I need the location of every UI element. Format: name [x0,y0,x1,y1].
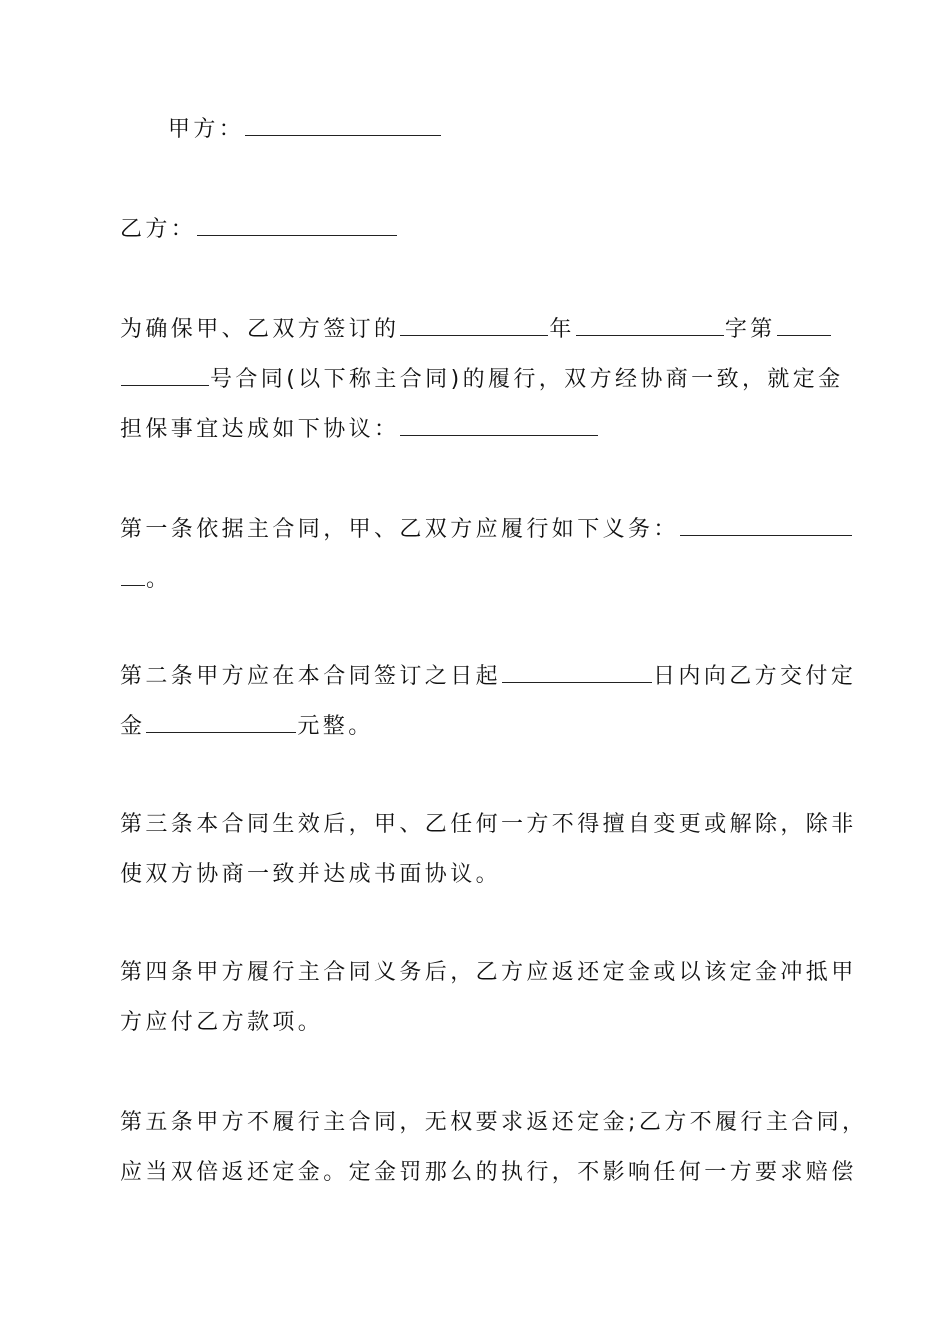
intro-text-2: 年 [549,317,575,342]
article-2-line-2 [120,710,832,742]
article-2-text-3: 金 [120,714,146,739]
article-1-line-2 [120,563,832,595]
party-a-line [168,113,880,145]
contract-word-blank [576,313,724,336]
party-a-label: 甲方： [168,117,245,142]
article-3-line-1: 第三条本合同生效后，甲、乙任何一方不得擅自变更或解除，除非 [120,812,857,837]
intro-text-1: 为确保甲、乙双方签订的 [120,317,400,342]
intro-line-3 [120,413,832,445]
intro-text-3: 字第 [724,317,776,342]
party-b-label: 乙方： [120,217,197,242]
days-blank [502,660,652,683]
contract-number-blank-start [777,313,831,336]
party-b-line [120,213,832,245]
contract-number-blank-end [121,363,209,386]
article-1-line-1 [120,513,832,545]
intro-text-4: 号合同(以下称主合同)的履行，双方经协商一致，就定金 [210,367,844,392]
obligations-blank-start [680,513,852,536]
intro-line-1 [120,313,832,345]
party-a-blank [245,113,441,136]
intro-line-2 [120,363,844,395]
article-5-line-1: 第五条甲方不履行主合同，无权要求返还定金;乙方不履行主合同， [120,1110,868,1135]
article-2-text-1: 第二条甲方应在本合同签订之日起 [120,664,502,689]
party-b-blank [197,213,397,236]
article-4-line-1: 第四条甲方履行主合同义务后，乙方应返还定金或以该定金冲抵甲 [120,960,857,985]
article-4-line-2: 方应付乙方款项。 [120,1010,324,1035]
obligations-blank-end [121,563,145,586]
deposit-amount-blank [146,710,296,733]
article-2-line-1 [120,660,857,692]
article-5-line-2: 应当双倍返还定金。定金罚那么的执行，不影响任何一方要求赔偿 [120,1160,857,1185]
article-2-text-4: 元整。 [297,714,374,739]
contract-year-blank [400,313,548,336]
article-1-text: 第一条依据主合同，甲、乙双方应履行如下义务： [120,517,679,542]
article-2-text-2: 日内向乙方交付定 [653,664,857,689]
article-3-line-2: 使双方协商一致并达成书面协议。 [120,862,502,887]
agreement-blank [400,413,598,436]
article-1-end: 。 [146,567,172,592]
intro-text-5: 担保事宜达成如下协议： [120,417,400,442]
